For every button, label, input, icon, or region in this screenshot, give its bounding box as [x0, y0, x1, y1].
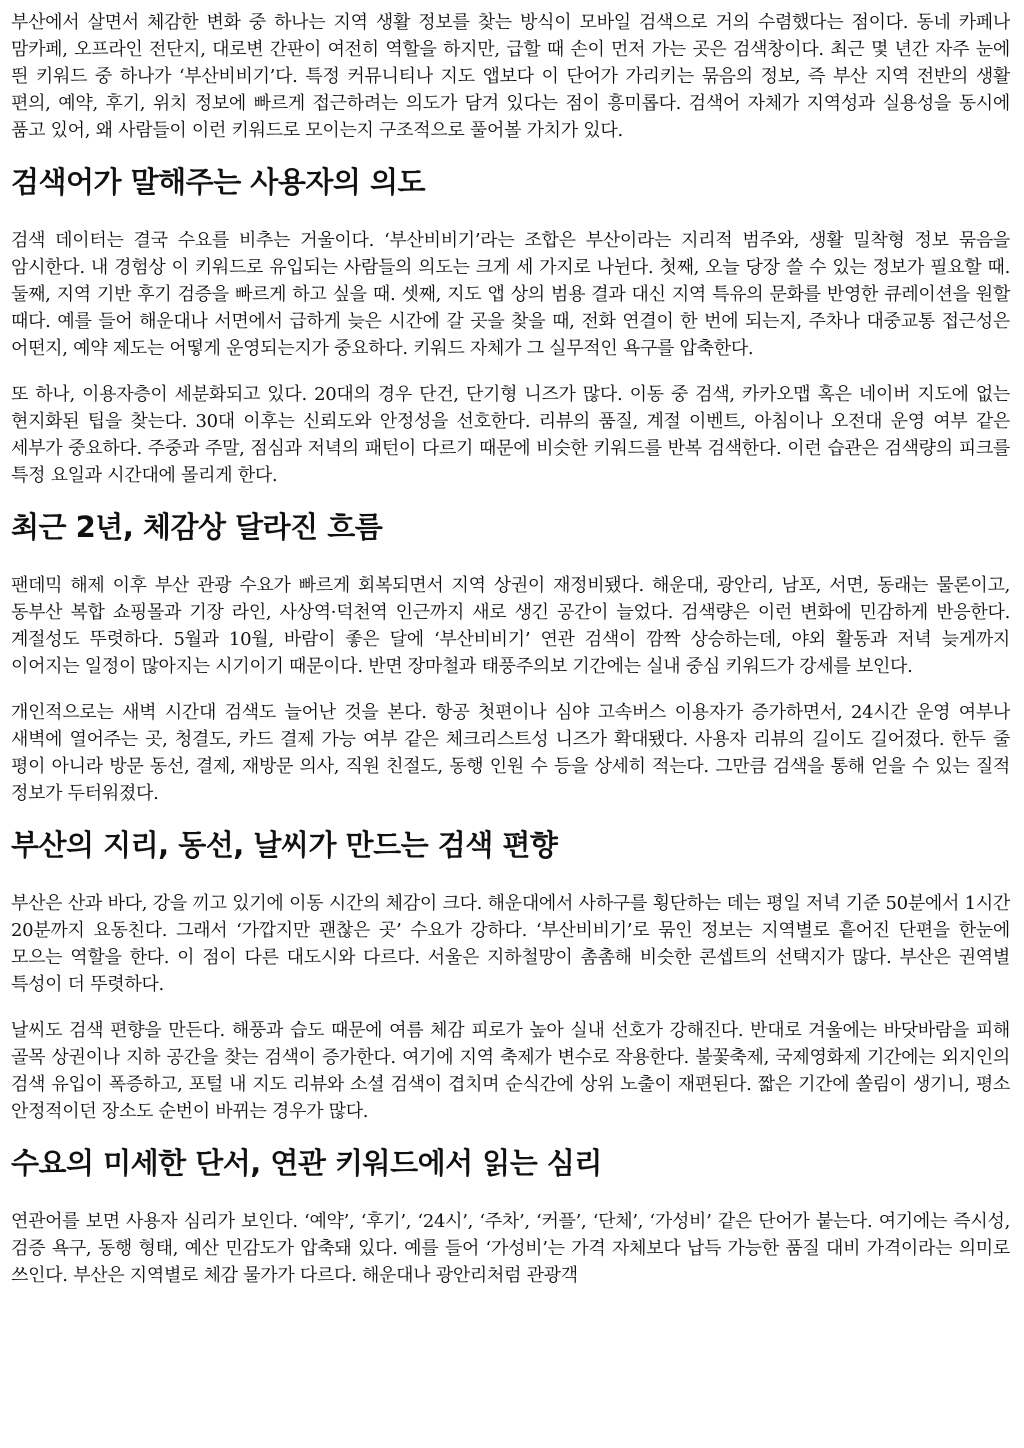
- section-geography-bias: [11, 826, 1010, 1125]
- body-paragraph: 검색 데이터는 결국 수요를 비추는 거울이다. ‘부산비비기’라는 조합은 부산이라는 지리적 범주와, 생활 밀착형 정보 묶음을 암시한다. 내 경험상 이 키워드로 유입되는 사람들의 의도는 크게 세 가지로 나뉜다. 첫째, 오늘 당장 쓸 수 있는 정보가 필요할 때. 둘째, 지역 기반 후기 검증을 빠르게 하고 싶을 때. 셋째, 지도 앱 상의 범용 결과 대신 지역 특유의 문화를 반영한 큐레이션을 원할 때다. 예를 들어 해운대나 서면에서 급하게 늦은 시간에 갈 곳을 찾을 때, 전화 연결이 한 번에 되는지, 주차나 대중교통 접근성은 어떤지, 예약 제도는 어떻게 운영되는지가 중요하다. 키워드 자체가 그 실무적인 욕구를 압축한다.: [11, 230, 1010, 359]
- section-recent-trends: [11, 508, 1010, 807]
- section-related-keywords: [11, 1144, 1010, 1289]
- section-heading: 검색어가 말해주는 사용자의 의도: [11, 165, 425, 199]
- intro-paragraph: 부산에서 살면서 체감한 변화 중 하나는 지역 생활 정보를 찾는 방식이 모바일 검색으로 거의 수렴했다는 점이다. 동네 카페나 맘카페, 오프라인 전단지, 대로변 간판이 여전히 역할을 하지만, 급할 때 손이 먼저 가는 곳은 검색창이다. 최근 몇 년간 자주 눈에 띈 키워드 중 하나가 ‘부산비비기’다. 특정 커뮤니티나 지도 앱보다 이 단어가 가리키는 묶음의 정보, 즉 부산 지역 전반의 생활 편의, 예약, 후기, 위치 정보에 빠르게 접근하려는 의도가 담겨 있다는 점이 흥미롭다. 검색어 자체가 지역성과 실용성을 동시에 품고 있어, 왜 사람들이 이런 키워드로 모이는지 구조적으로 풀어볼 가치가 있다.: [11, 12, 1010, 141]
- section-heading: 최근 2년, 체감상 달라진 흐름: [11, 510, 383, 544]
- section-user-intent: [11, 163, 1010, 489]
- body-paragraph: 팬데믹 해제 이후 부산 관광 수요가 빠르게 회복되면서 지역 상권이 재정비됐다. 해운대, 광안리, 남포, 서면, 동래는 물론이고, 동부산 복합 쇼핑몰과 기장 라인, 사상역·덕천역 인근까지 새로 생긴 공간이 늘었다. 검색량은 이런 변화에 민감하게 반응한다. 계절성도 뚜렷하다. 5월과 10월, 바람이 좋은 달에 ‘부산비비기’ 연관 검색이 깜짝 상승하는데, 야외 활동과 저녁 늦게까지 이어지는 일정이 많아지는 시기이기 때문이다. 반면 장마철과 태풍주의보 기간에는 실내 중심 키워드가 강세를 보인다.: [11, 575, 1010, 677]
- section-heading: 부산의 지리, 동선, 날씨가 만드는 검색 편향: [11, 828, 558, 862]
- body-paragraph: 연관어를 보면 사용자 심리가 보인다. ‘예약’, ‘후기’, ‘24시’, ‘주차’, ‘커플’, ‘단체’, ‘가성비’ 같은 단어가 붙는다. 여기에는 즉시성, 검증 욕구, 동행 형태, 예산 민감도가 압축돼 있다. 예를 들어 ‘가성비’는 가격 자체보다 납득 가능한 품질 대비 가격이라는 의미로 쓰인다. 부산은 지역별로 체감 물가가 다르다. 해운대나 광안리처럼 관광객: [11, 1211, 1010, 1286]
- body-paragraph: 개인적으로는 새벽 시간대 검색도 늘어난 것을 본다. 항공 첫편이나 심야 고속버스 이용자가 증가하면서, 24시간 운영 여부나 새벽에 열어주는 곳, 청결도, 카드 결제 가능 여부 같은 체크리스트성 니즈가 확대됐다. 사용자 리뷰의 길이도 길어졌다. 한두 줄 평이 아니라 방문 동선, 결제, 재방문 의사, 직원 친절도, 동행 인원 수 등을 상세히 적는다. 그만큼 검색을 통해 얻을 수 있는 질적 정보가 두터워졌다.: [11, 702, 1010, 804]
- body-paragraph: 부산은 산과 바다, 강을 끼고 있기에 이동 시간의 체감이 크다. 해운대에서 사하구를 횡단하는 데는 평일 저녁 기준 50분에서 1시간 20분까지 요동친다. 그래서 ‘가깝지만 괜찮은 곳’ 수요가 강하다. ‘부산비비기’로 묶인 정보는 지역별로 흩어진 단편을 한눈에 모으는 역할을 한다. 이 점이 다른 대도시와 다르다. 서울은 지하철망이 촘촘해 비슷한 콘셉트의 선택지가 많다. 부산은 권역별 특성이 더 뚜렷하다.: [11, 893, 1010, 995]
- section-heading: 수요의 미세한 단서, 연관 키워드에서 읽는 심리: [11, 1146, 602, 1180]
- body-paragraph: 또 하나, 이용자층이 세분화되고 있다. 20대의 경우 단건, 단기형 니즈가 많다. 이동 중 검색, 카카오맵 혹은 네이버 지도에 없는 현지화된 팁을 찾는다. 30대 이후는 신뢰도와 안정성을 선호한다. 리뷰의 품질, 계절 이벤트, 아침이나 오전대 운영 여부 같은 세부가 중요하다. 주중과 주말, 점심과 저녁의 패턴이 다르기 때문에 비슷한 키워드를 반복 검색한다. 이런 습관은 검색량의 피크를 특정 요일과 시간대에 몰리게 한다.: [11, 384, 1010, 486]
- body-paragraph: 날씨도 검색 편향을 만든다. 해풍과 습도 때문에 여름 체감 피로가 높아 실내 선호가 강해진다. 반대로 겨울에는 바닷바람을 피해 골목 상권이나 지하 공간을 찾는 검색이 증가한다. 여기에 지역 축제가 변수로 작용한다. 불꽃축제, 국제영화제 기간에는 외지인의 검색 유입이 폭증하고, 포털 내 지도 리뷰와 소셜 검색이 겹치며 순식간에 상위 노출이 재편된다. 짧은 기간에 쏠림이 생기니, 평소 안정적이던 장소도 순번이 바뀌는 경우가 많다.: [11, 1020, 1010, 1122]
